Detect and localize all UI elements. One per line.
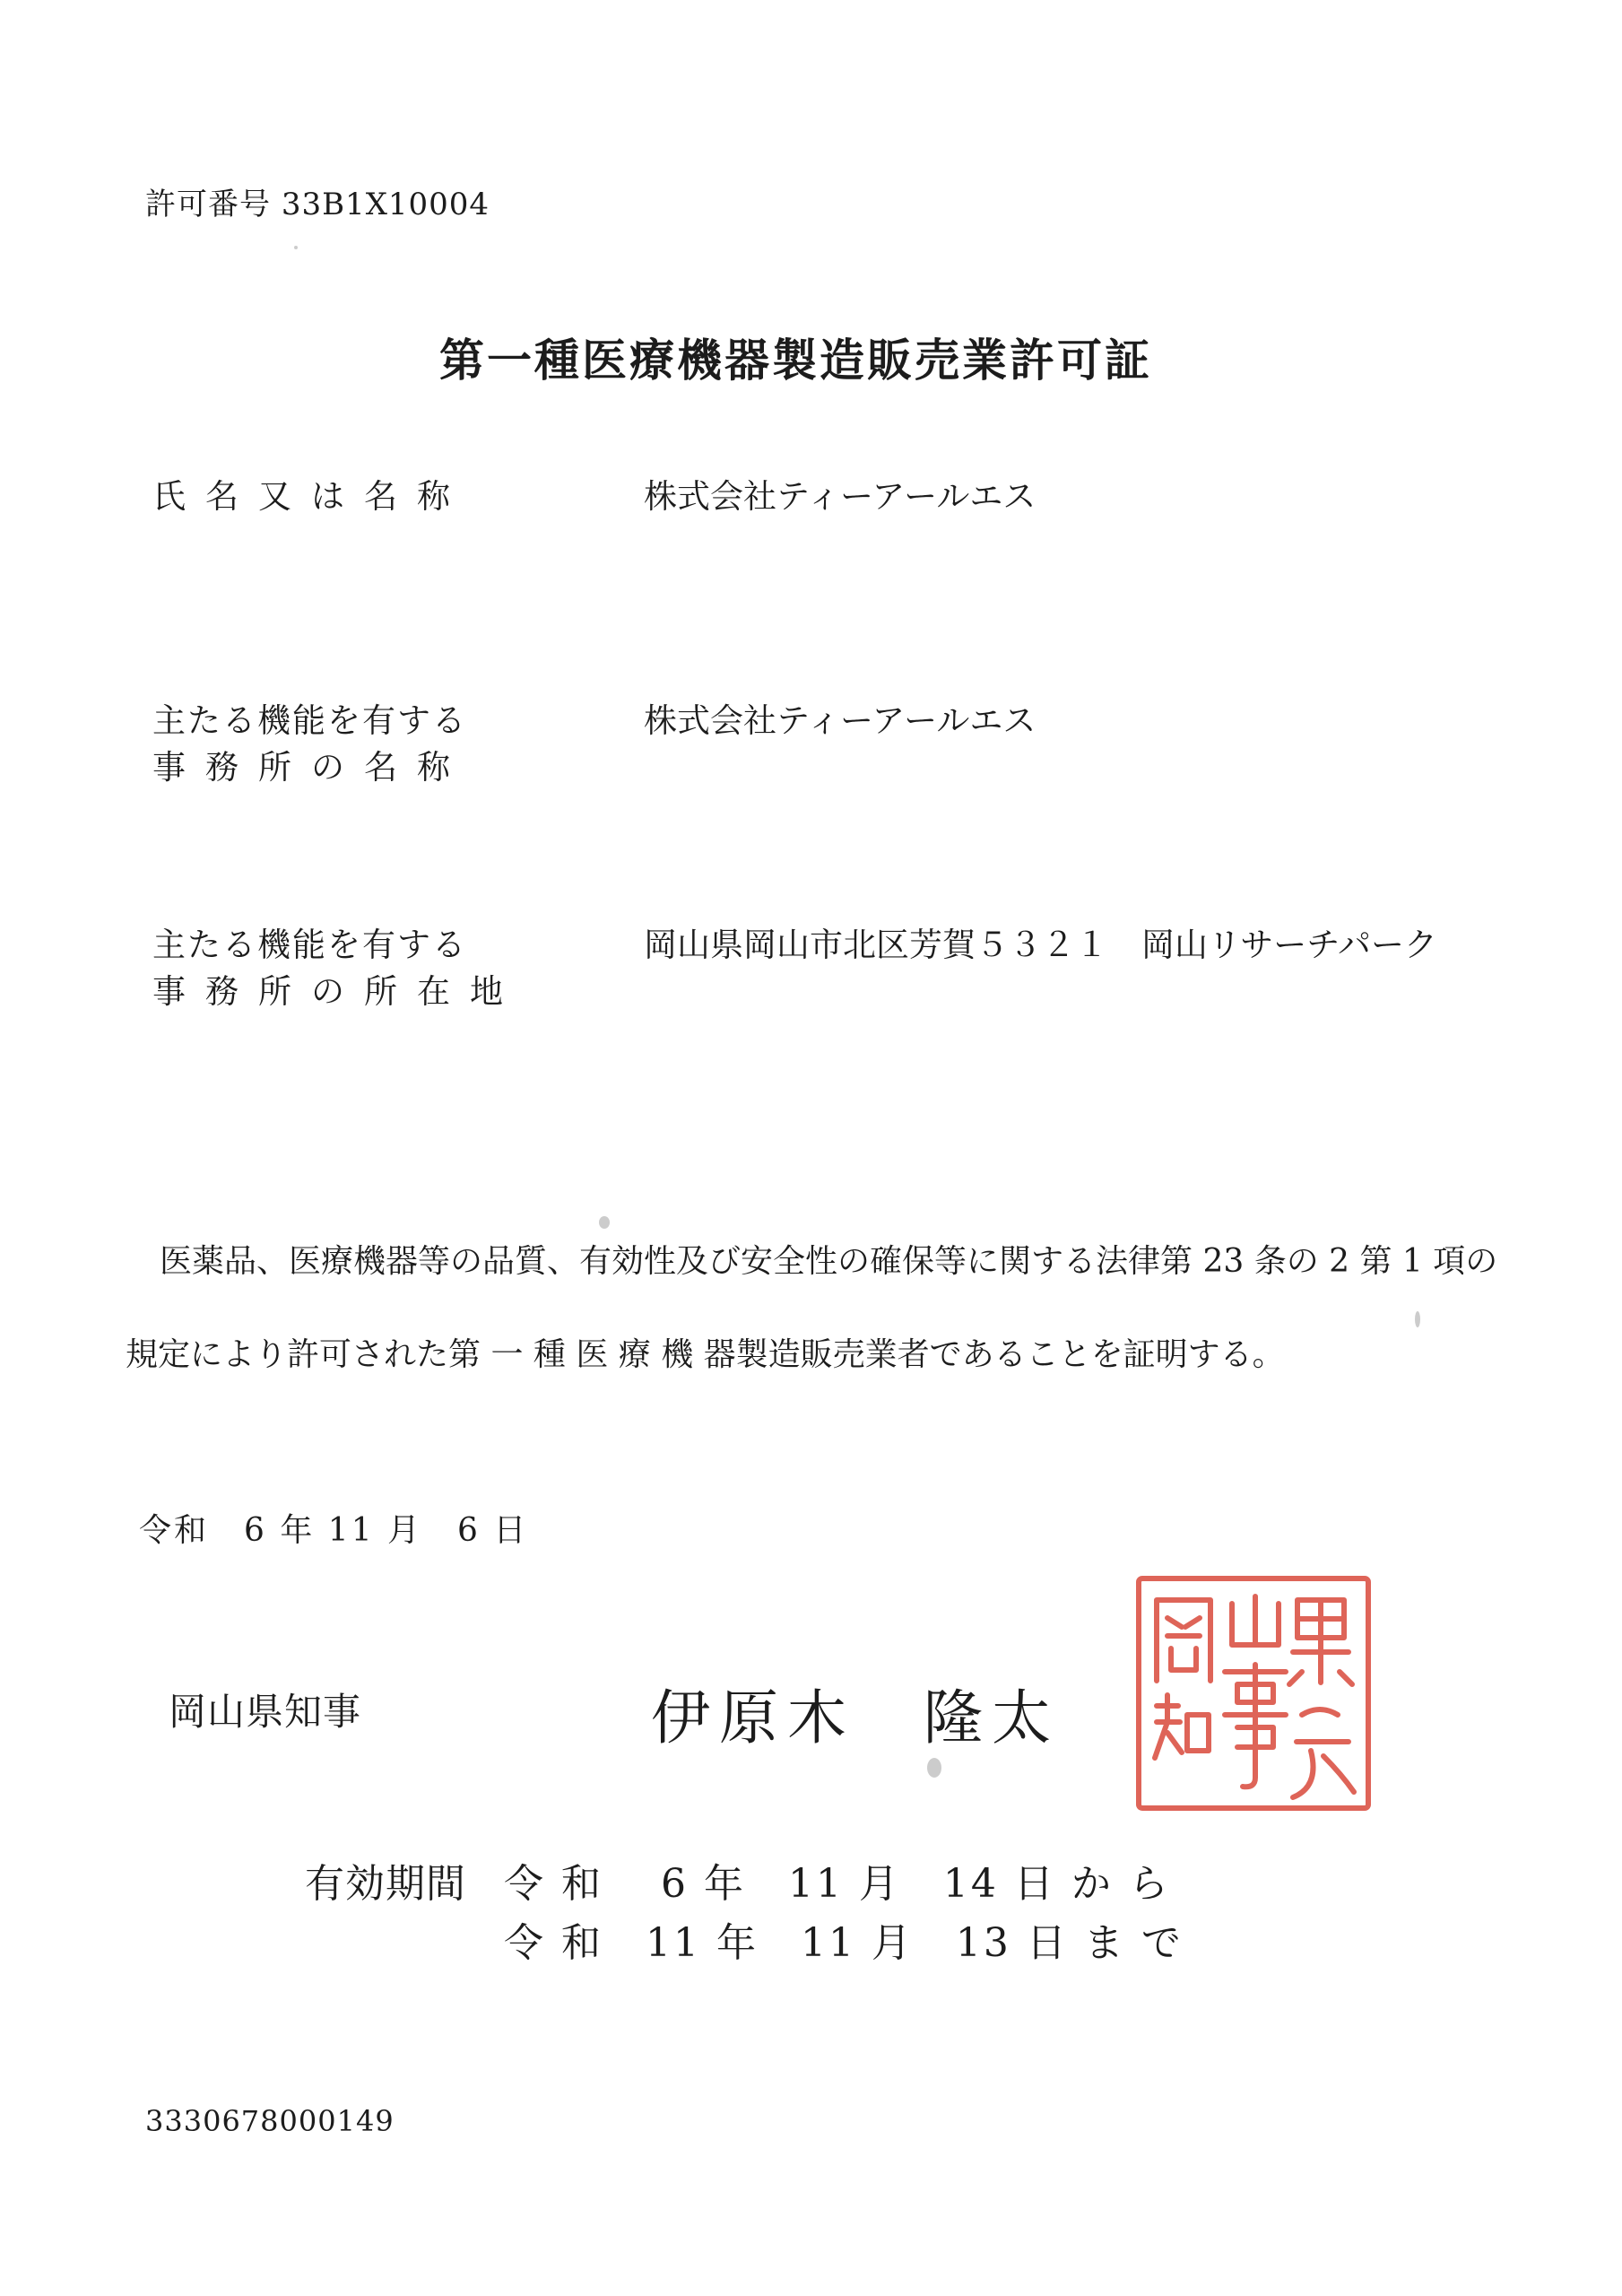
issue-date: 令和 6 年 11 月 6 日 [139,1512,529,1549]
permit-number [145,179,490,223]
name-value: 株式会社ティーアールエス [644,477,1037,516]
governor-title: 岡山県知事 [169,1690,362,1734]
office-name-label-line2: 事務所の名称 [152,748,470,787]
office-address-label-line2: 事務所の所在地 [152,972,523,1011]
office-name-label-line1: 主たる機能を有する [152,701,467,740]
office-address-value: 岡山県岡山市北区芳賀５３２１ 岡山リサーチパーク [644,926,1438,964]
validity-to: 令 和 11 年 11 月 13 日 ま で [504,1920,1184,1966]
validity-from: 令 和 6 年 11 月 14 日 か ら [504,1861,1171,1907]
official-seal-icon [1132,1571,1375,1815]
scan-speck [294,246,298,249]
permit-number-label: 許可番号 [145,187,271,222]
validity-label: 有効期間 [305,1861,466,1907]
document-number: 3330678000149 [145,2104,395,2138]
document-title: 第一種医療機器製造販売業許可証 [439,334,1152,387]
scan-speck [927,1758,941,1778]
certification-text-line1: 医薬品、医療機器等の品質、有効性及び安全性の確保等に関する法律第 23 条の 2 第 1 項の [160,1243,1498,1280]
scan-speck [1415,1311,1420,1327]
scan-speck [599,1216,610,1229]
governor-name: 伊原木 隆太 [651,1683,1060,1752]
certification-text-line2: 規定により許可された第 一 種 医 療 機 器製造販売業者であることを証明する。 [126,1336,1285,1373]
permit-number-value: 33B1X10004 [281,187,490,222]
office-name-value: 株式会社ティーアールエス [644,701,1037,740]
name-label: 氏名又は名称 [152,477,470,516]
office-address-label-line1: 主たる機能を有する [152,926,467,964]
